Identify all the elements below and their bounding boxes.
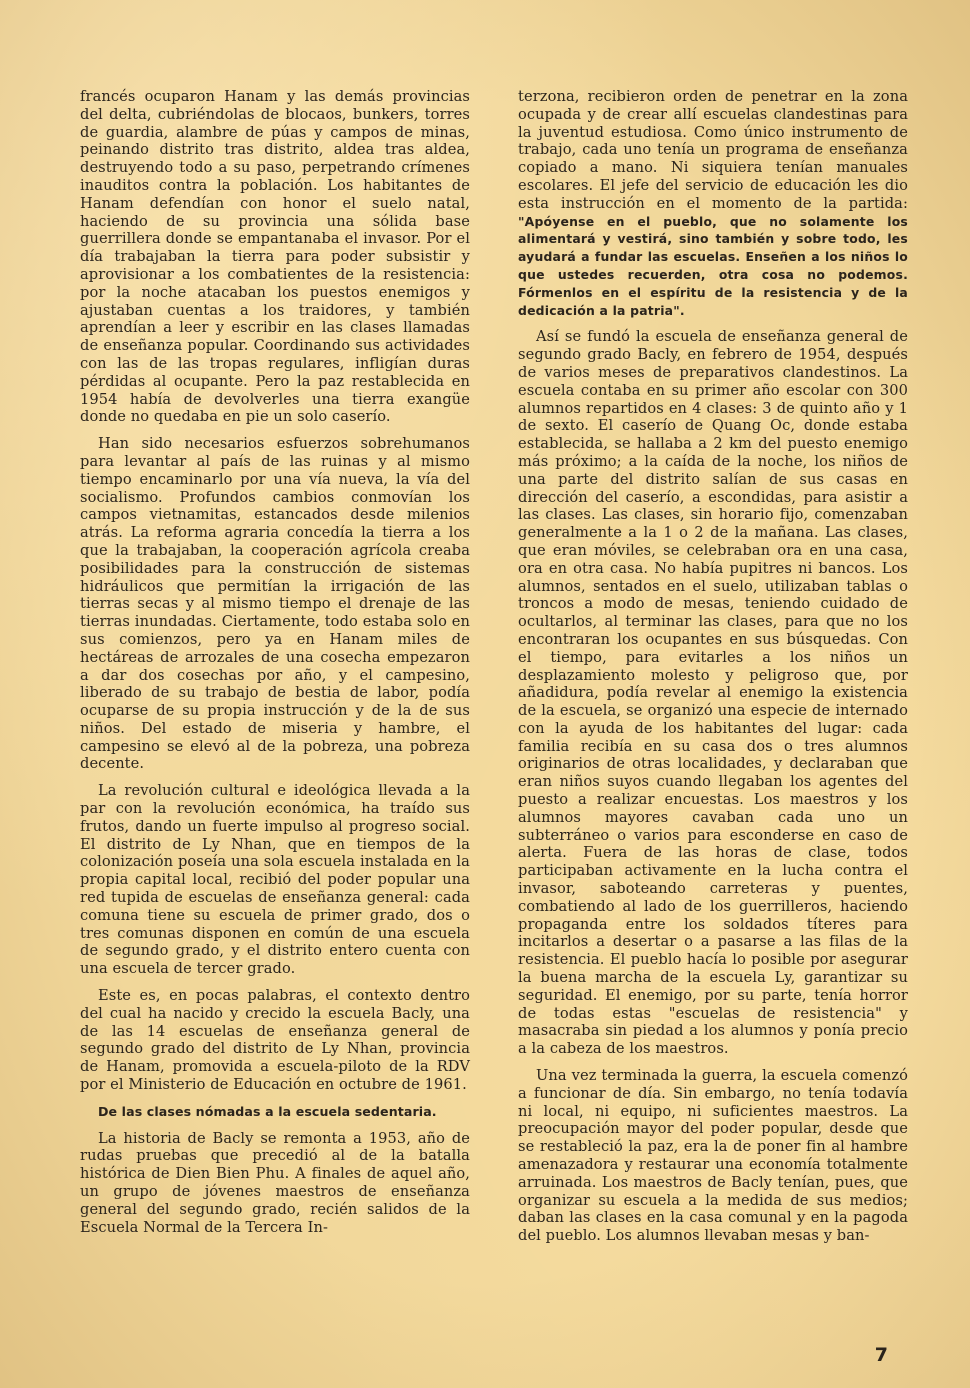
body-paragraph: La historia de Bacly se remonta a 1953, año de rudas pruebas que precedió al de la batalla histórica de Dien Bien Phu. A finales de aquel año, un grupo de jóvenes maestros de enseñanza general del segundo grado, recién salidos de la Escuela Normal de la Tercera In- [80, 1129, 470, 1236]
body-paragraph: La revolución cultural e ideológica llevada a la par con la revolución económica, ha traído sus frutos, dando un fuerte impulso al progreso social. El distrito de Ly Nhan, que en tiempos de la colonización poseía una sola escuela instalada en la propia capital local, recibió del poder popular una red tupida de escuelas de enseñanza general: cada comuna tiene su escuela de primer grado, dos o tres comunas disponen en común de una escuela de segundo grado, y el distrito entero cuenta con una escuela de tercer grado. [80, 782, 470, 978]
body-paragraph: Este es, en pocas palabras, el contexto dentro del cual ha nacido y crecido la escuela Bacly, una de las 14 escuelas de enseñanza general de segundo grado del distrito de Ly Nhan, provincia de Hanam, promovida a escuela-piloto de la RDV por el Ministerio de Educación en octubre de 1961. [80, 987, 470, 1094]
section-heading: De las clases nómadas a la escuela sedentaria. [98, 1103, 437, 1119]
body-paragraph-with-quote [518, 88, 908, 319]
quoted-instruction: "Apóyense en el pueblo, que no solamente los alimentará y vestirá, sino también y sobre todo, les ayudará a fundar las escuelas. Enseñen a los niños lo que ustedes recuerden, otra cosa no podemos. Fórmenlos en el espíritu de la resistencia y de la dedicación a la patria". [518, 213, 908, 318]
paragraph-text: terzona, recibieron orden de penetrar en la zona ocupada y de crear allí escuelas clandestinas para la juventud estudiosa. Como único instrumento de trabajo, cada uno tenía un programa de enseñanza copiado a mano. Ni siquiera tenían manuales escolares. El jefe del servicio de educación les dio esta instrucción en el momento de la partida: [518, 88, 908, 212]
body-paragraph: Así se fundó la escuela de enseñanza general de segundo grado Bacly, en febrero de 1954, después de varios meses de preparativos clandestinos. La escuela contaba en su primer año escolar con 300 alumnos repartidos en 4 clases: 3 de quinto año y 1 de sexto. El caserío de Quang Oc, donde estaba establecida, se hallaba a 2 km del puesto enemigo más próximo; a la caída de la noche, los niños de una parte del distrito salían de sus casas en dirección del caserío, a escondidas, para asistir a las clases. Las clases, sin horario fijo, comenzaban generalmente a la 1 o 2 de la mañana. Las clases, que eran móviles, se celebraban ora en una casa, ora en otra casa. No había pupitres ni bancos. Los alumnos, sentados en el suelo, utilizaban tablas o troncos a modo de mesas, teniendo cuidado de ocultarlos, al terminar las clases, para que no los encontraran los ocupantes en sus búsquedas. Con el tiempo, para evitarles a los niños un desplazamiento molesto y peligroso que, por añadidura, podía revelar al enemigo la existencia de la escuela, se organizó una especie de internado con la ayuda de los habitantes del lugar: cada familia recibía en su casa dos o tres alumnos originarios de otras localidades, y declaraban que eran niños suyos cuando llegaban los agentes del puesto a realizar encuestas. Los maestros y los alumnos mayores cavaban cada uno un subterráneo o varios para esconderse en caso de alerta. Fuera de las horas de clase, todos participaban activamente en la lucha contra el invasor, saboteando carreteras y puentes, combatiendo al lado de los guerrilleros, haciendo propaganda entre los soldados títeres para incitarlos a desertar o a pasarse a las filas de la resistencia. El pueblo hacía lo posible por asegurar la buena marcha de la escuela Ly, garantizar su seguridad. El enemigo, por su parte, tenía horror de todas estas "escuelas de resistencia" y masacraba sin piedad a los alumnos y ponía precio a la cabeza de los maestros. [518, 328, 908, 1058]
page-number: 7 [874, 1344, 888, 1366]
left-text-column [80, 88, 470, 1245]
right-text-column [518, 88, 908, 1254]
body-paragraph: Una vez terminada la guerra, la escuela comenzó a funcionar de día. Sin embargo, no tenía todavía ni local, ni equipo, ni suficientes maestros. La preocupación mayor del poder popular, desde que se restableció la paz, era la de poner fin al hambre amenazadora y restaurar una economía totalmente arruinada. Los maestros de Bacly tenían, pues, que organizar su escuela a la medida de sus medios; daban las clases en la casa comunal y en la pagoda del pueblo. Los alumnos llevaban mesas y ban- [518, 1067, 908, 1245]
body-paragraph: francés ocuparon Hanam y las demás provincias del delta, cubriéndolas de blocaos, bunkers, torres de guardia, alambre de púas y campos de minas, peinando distrito tras distrito, aldea tras aldea, destruyendo todo a su paso, perpetrando crímenes inauditos contra la población. Los habitantes de Hanam defendían con honor el suelo natal, haciendo de su provincia una sólida base guerrillera donde se empantanaba el invasor. Por el día trabajaban la tierra para poder subsistir y aprovisionar a los combatientes de la resistencia: por la noche atacaban los puestos enemigos y ajustaban cuentas a los traidores, y también aprendían a leer y escribir en las clases llamadas de enseñanza popular. Coordinando sus actividades con las de las tropas regulares, infligían duras pérdidas al ocupante. Pero la paz restablecida en 1954 había de devolverles una tierra exangüe donde no quedaba en pie un solo caserío. [80, 88, 470, 426]
body-paragraph: Han sido necesarios esfuerzos sobrehumanos para levantar al país de las ruinas y al mismo tiempo encaminarlo por una vía nueva, la vía del socialismo. Profundos cambios conmovían los campos vietnamitas, estancados desde milenios atrás. La reforma agraria concedía la tierra a los que la trabajaban, la cooperación agrícola creaba posibilidades para la construcción de sistemas hidráulicos que permitían la irrigación de las tierras secas y al mismo tiempo el drenaje de las tierras inundadas. Ciertamente, todo estaba solo en sus comienzos, pero ya en Hanam miles de hectáreas de arrozales de una cosecha empezaron a dar dos cosechas por año, y el campesino, liberado de su trabajo de bestia de labor, podía ocuparse de su propia instrucción y de la de sus niños. Del estado de miseria y hambre, el campesino se elevó al de la pobreza, una pobreza decente. [80, 435, 470, 773]
